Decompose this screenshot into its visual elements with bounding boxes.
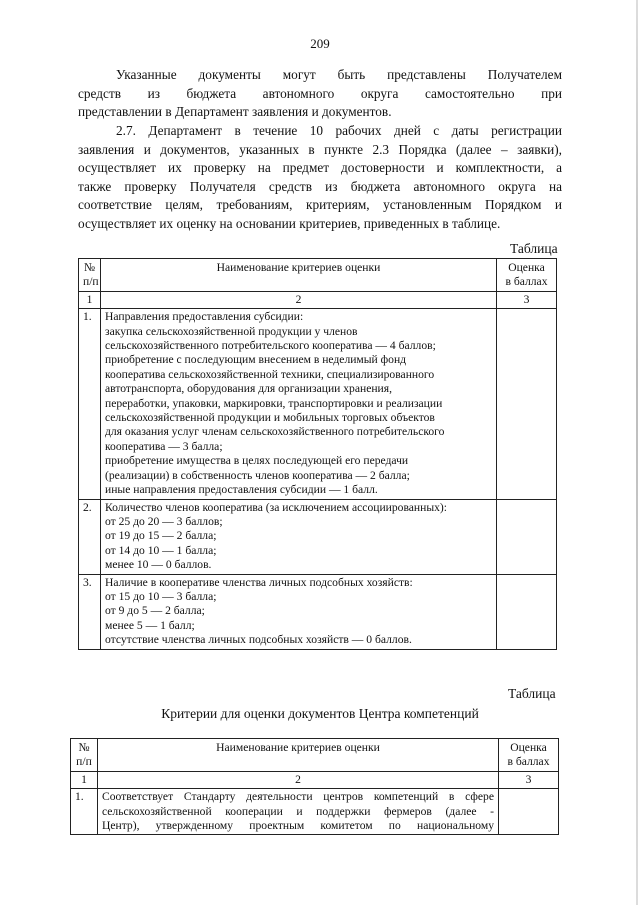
criterion-line: закупка сельскохозяйственной продукции у членов: [105, 324, 358, 338]
paragraph-line: осуществляет их оценку на основании критериев, приведенных в таблице.: [78, 215, 501, 231]
score-cell: [497, 309, 557, 499]
criterion-line: от 14 до 10 — 1 балла;: [105, 543, 217, 557]
criterion-line: от 15 до 10 — 3 балла;: [105, 589, 217, 603]
header-name: Наименование критериев оценки: [98, 739, 499, 772]
index-cell: 2: [98, 771, 499, 788]
table2-caption: Таблица: [508, 686, 556, 701]
row-number: 2.: [79, 499, 101, 574]
criterion-line: Центр), утвержденному проектным комитетом по национальному: [102, 819, 494, 833]
criterion-line: кооператива — 3 балла;: [105, 439, 223, 453]
header-num-line: п/п: [76, 755, 92, 769]
criterion-text: [101, 309, 497, 499]
header-score: [499, 739, 559, 772]
header-name: Наименование критериев оценки: [101, 259, 497, 292]
score-cell: [499, 789, 559, 835]
paragraph-documents-submission: [78, 66, 562, 122]
paragraph-line: Указанные документы могут быть представлены Получателем: [116, 67, 562, 82]
header-num: [79, 259, 101, 292]
header-num: [71, 739, 98, 772]
paragraph-line: также проверку Получателя средств из бюджета автономного округа на: [78, 178, 562, 194]
criterion-line: для оказания услуг членам сельскохозяйственного потребительского: [105, 425, 445, 439]
index-cell: 1: [71, 771, 98, 788]
header-num-line: п/п: [83, 275, 99, 289]
score-cell: [497, 574, 557, 649]
criterion-line: Соответствует Стандарту деятельности центров компетенций в сфере: [102, 790, 494, 804]
header-score-line: Оценка: [510, 741, 547, 754]
criterion-line: иные направления предоставления субсидии — 1 балл.: [105, 483, 378, 497]
criterion-text: [101, 574, 497, 649]
index-cell: 1: [79, 291, 101, 308]
row-number: 3.: [79, 574, 101, 649]
index-cell: 3: [499, 771, 559, 788]
criteria-table-1: [78, 258, 557, 650]
row-number: 1.: [71, 789, 98, 835]
header-score-line: в баллах: [505, 275, 548, 289]
scan-edge-shadow: [636, 0, 638, 905]
criterion-line: менее 10 — 0 баллов.: [105, 558, 212, 572]
table1-caption: Таблица: [510, 241, 558, 256]
criterion-line: приобретение с последующим внесением в неделимый фонд: [105, 353, 407, 367]
paragraph-line: осуществляет их проверку на предмет достоверности и комплектности, а: [78, 160, 562, 176]
criterion-line: сельскохозяйственного потребительского кооператива — 4 баллов;: [105, 339, 436, 353]
header-num-line: №: [83, 261, 96, 274]
header-score-line: Оценка: [508, 261, 545, 274]
criterion-line: менее 5 — 1 балл;: [105, 618, 195, 632]
paragraph-line: соответствие целям, требованиям, критериям, установленным Порядком и: [78, 197, 562, 213]
table-row: [79, 499, 557, 574]
criterion-line: от 19 до 15 — 2 балла;: [105, 529, 217, 543]
criterion-line: кооператива сельскохозяйственной техники, специализированного: [105, 367, 435, 381]
criterion-line: Наличие в кооперативе членства личных подсобных хозяйств:: [105, 575, 413, 589]
criterion-line: (реализации) в собственность членов кооператива — 2 балла;: [105, 468, 410, 482]
criterion-line: сельскохозяйственной продукции и мобильных торговых объектов: [105, 411, 435, 425]
criterion-line: Количество членов кооператива (за исключением ассоциированных):: [105, 500, 447, 514]
criterion-line: от 9 до 5 — 2 балла;: [105, 604, 205, 618]
index-cell: 3: [497, 291, 557, 308]
table-row: [71, 789, 559, 835]
header-num-line: №: [78, 741, 90, 754]
row-number: 1.: [79, 309, 101, 499]
criterion-line: отсутствие членства личных подсобных хозяйств — 0 баллов.: [105, 633, 412, 647]
table-header-row: [71, 739, 559, 772]
page-number: 209: [310, 36, 330, 51]
score-cell: [497, 499, 557, 574]
table-index-row: [71, 771, 559, 788]
criterion-line: сельскохозяйственной кооперации и поддержки фермеров (далее -: [102, 804, 494, 818]
paragraph-line: представлении в Департамент заявления и документов.: [78, 104, 392, 120]
table2-title: Критерии для оценки документов Центра компетенций: [161, 706, 479, 721]
paragraph-2-7: [78, 122, 562, 234]
index-cell: 2: [101, 291, 497, 308]
criterion-line: приобретение имущества в целях последующей его передачи: [105, 454, 409, 468]
table-index-row: [79, 291, 557, 308]
paragraph-line: средств из бюджета автономного округа самостоятельно при: [78, 85, 562, 101]
table-header-row: [79, 259, 557, 292]
criterion-line: переработки, упаковки, маркировки, транспортировки и реализации: [105, 396, 443, 410]
header-score: [497, 259, 557, 292]
criteria-table-2: [70, 738, 559, 835]
paragraph-line: заявления и документов, указанных в пункте 2.3 Порядка (далее – заявки),: [78, 141, 562, 157]
header-score-line: в баллах: [507, 755, 550, 769]
criterion-line: автотранспорта, оборудования для организации хранения,: [105, 382, 392, 396]
paragraph-line: 2.7. Департамент в течение 10 рабочих дней с даты регистрации: [116, 123, 562, 138]
criterion-text: [101, 499, 497, 574]
criterion-text: [98, 789, 499, 835]
table-row: [79, 574, 557, 649]
table-row: [79, 309, 557, 499]
criterion-line: от 25 до 20 — 3 баллов;: [105, 514, 223, 528]
criterion-line: Направления предоставления субсидии:: [105, 310, 304, 324]
